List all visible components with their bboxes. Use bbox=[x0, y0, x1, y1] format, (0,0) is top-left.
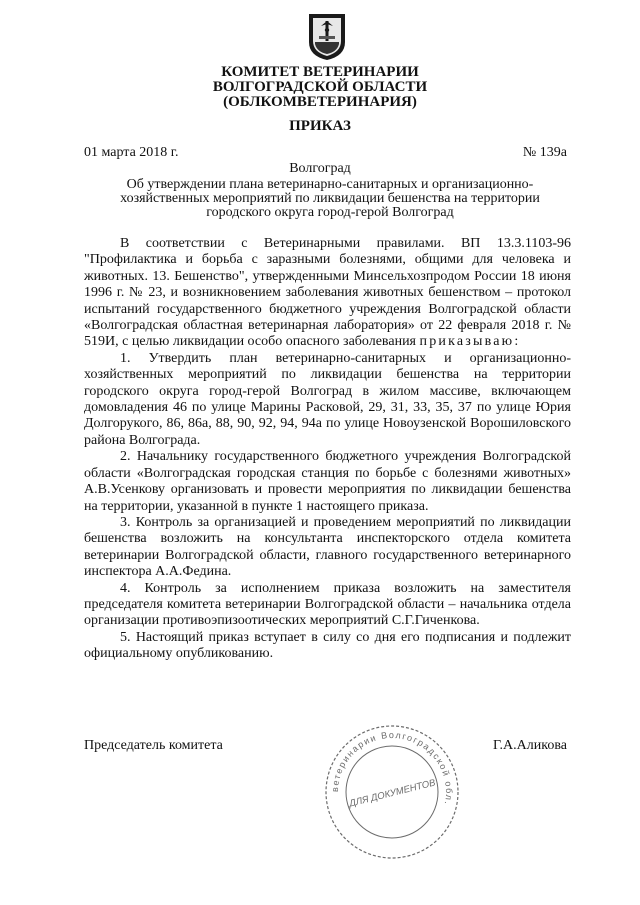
preamble-text: В соответствии с Ветеринарными правилами. ВП 13.3.1103-96 "Профилактика и борьба с заразными болезнями, общими для человека и животных. 13. Бешенство", утвержденными Минсельхозпродом России 18 июня 1996 г. № 23, и возникновением заболевания животных бешенством – протокол испытаний государственного бюджетного учреждения Волгоградской области «Волгоградская областная ветеринарная лаборатория» от 22 февраля 2018 г. № 519И, с целью ликвидации особо опасного заболевания bbox=[84, 236, 571, 350]
order-item-3: 3. Контроль за организацией и проведением мероприятий по ликвидации бешенства возложить на консультанта инспекторского отдела комитета ветеринарии Волгоградской области, главного государственного ветеринарного инспектора А.А.Федина. bbox=[84, 514, 571, 580]
official-stamp bbox=[322, 722, 462, 862]
order-subject: Об утверждении плана ветеринарно-санитарных и организационно-хозяйственных мероприятий по ликвидации бешенства на территории городского округа город-герой Волгоград bbox=[120, 177, 540, 220]
order-number: № 139а bbox=[522, 145, 567, 160]
document-type-title: ПРИКАЗ bbox=[289, 118, 351, 134]
committee-name-line1: КОМИТЕТ ВЕТЕРИНАРИИ bbox=[221, 64, 419, 80]
committee-abbreviation: (ОБЛКОМВЕТЕРИНАРИЯ) bbox=[223, 94, 417, 110]
order-item-4: 4. Контроль за исполнением приказа возложить на заместителя председателя комитета ветеринарии Волгоградской области – начальника отдела организации противоэпизоотических мероприятий С.Г.Гиченкова. bbox=[84, 580, 571, 629]
order-date: 01 марта 2018 г. bbox=[84, 145, 179, 160]
order-item-1: 1. Утвердить план ветеринарно-санитарных и организационно-хозяйственных мероприятий по ликвидации бешенства на территории городского округа город-герой Волгоград в жилом массиве, включающем домовладения 46 по улице Марины Расковой, 29, 31, 33, 35, 37 по улице Юрия Долгорукого, 86, 86а, 88, 90, 92, 94, 94а по улице Новоузенской Ворошиловского района Волгограда. bbox=[84, 350, 571, 448]
order-item-5: 5. Настоящий приказ вступает в силу со дня его подписания и подлежит официальному опубликованию. bbox=[84, 629, 571, 662]
stamp-ring-text: ветеринарии Волгоградской обл. bbox=[329, 729, 455, 807]
directive-word: приказываю: bbox=[419, 334, 521, 350]
stamp-center-text: ДЛЯ ДОКУМЕНТОВ bbox=[348, 777, 437, 810]
committee-name-line2: ВОЛГОГРАДСКОЙ ОБЛАСТИ bbox=[212, 79, 428, 95]
order-item-2: 2. Начальнику государственного бюджетного учреждения Волгоградской области «Волгоградская городская станция по борьбе с болезнями животных» А.В.Усенкову организовать и провести мероприятия по ликвидации бешенства на территории, указанной в пункте 1 настоящего приказа. bbox=[84, 449, 571, 514]
order-body bbox=[84, 236, 571, 663]
signer-name: Г.А.Аликова bbox=[493, 738, 567, 753]
coat-of-arms-emblem bbox=[307, 12, 347, 62]
signer-position: Председатель комитета bbox=[84, 738, 223, 753]
order-city: Волгоград bbox=[289, 161, 351, 176]
preamble-paragraph bbox=[84, 236, 571, 351]
